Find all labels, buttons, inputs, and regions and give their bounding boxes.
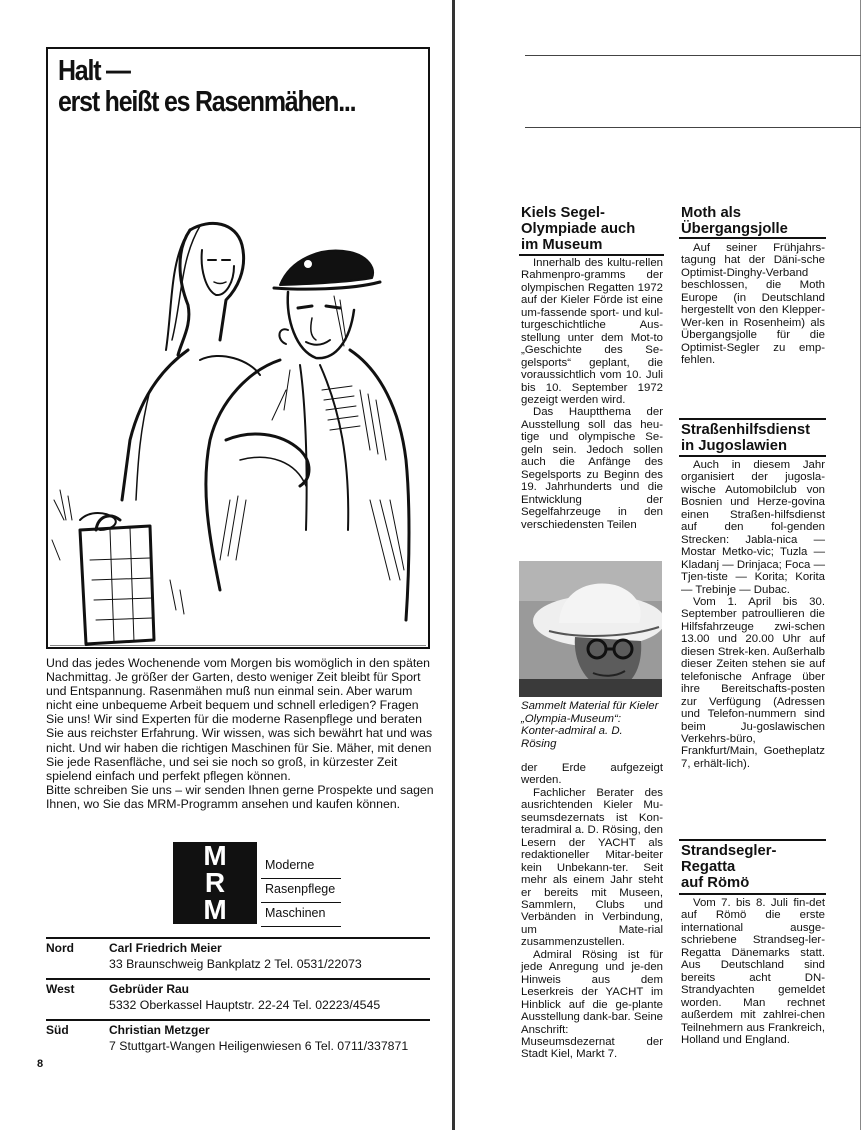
ad-headline-line-1: Halt — xyxy=(58,55,130,87)
article-paragraph: Das Hauptthema der Ausstellung soll das heu-tige und olympische Se-geln sein. Jedoch sollen auch die Anfänge des Segelsports zu Beginn des 19. Jahrhunderts und die Entwicklung der Segelfahrzeuge in den verschiedensten Teilen xyxy=(521,406,663,531)
article-title-line: Strandsegler- xyxy=(681,843,777,859)
article-title-line: Regatta xyxy=(681,859,736,875)
article-paragraph: Vom 7. bis 8. Juli fin-det auf Römö die erste international ausge-schriebene Strandseg-ler-Regatta Dänemarks statt. Aus Deutschland sind bereits acht DN-Strandyachten gemeldet worden. Man rechnet außerdem mit zahlrei-chen Teilnehmern aus Frankreich, Holland und England. xyxy=(681,897,825,1046)
article-title-rule xyxy=(679,893,826,895)
mrm-divider xyxy=(261,878,341,879)
mrm-word-maschinen: Maschinen xyxy=(265,906,326,920)
article-title-line: im Museum xyxy=(521,237,603,253)
article-title-line: in Jugoslawien xyxy=(681,438,788,454)
ad-paragraph: Und das jedes Wochenende vom Morgen bis womöglich in den späten Nachmittag. Je größer der Garten, desto weniger Zeit bleibt für Sport und Entspannung. Rasenmähen muß nun einmal sein. Aber warum nicht eine unbequeme Arbeit bequem und schnell erledigen? Fragen Sie uns! Wir sind Experten für die moderne Rasenpflege und beraten Sie aus reichster Erfahrung. Wir wissen, was sich bewährt hat und was nicht. Und wir haben die richtigen Maschinen für Sie. Mäher, mit denen Sie jede Rasenfläche, und sei sie noch so groß, in kürzester Zeit spielend einfach und perfekt pflegen können. xyxy=(46,656,433,783)
article-moth-title xyxy=(681,205,826,237)
article-kiels-body-bottom xyxy=(521,762,663,1061)
article-paragraph: der Erde aufgezeigt werden. xyxy=(521,762,663,787)
dealer-divider xyxy=(46,978,430,980)
article-top-rule xyxy=(679,418,826,420)
dealer-divider xyxy=(46,1019,430,1021)
article-title-line: Übergangsjolle xyxy=(681,221,788,237)
article-kiels-body-top xyxy=(521,257,663,531)
mrm-logo-letter: R xyxy=(204,867,226,898)
article-paragraph: Auch in diesem Jahr organisiert der jugosla-wische Automobilclub von Bosnien und Herze-govina einen Straßen-hilfsdienst auf den fol-genden Strecken: Jabla-nica — Mostar Metko-vic; Tuzla — Kladanj — Drinjaca; Foca — Tjen-tiste — Korita; Korita — Trebinje — Dubac. xyxy=(681,459,825,596)
article-moth-body xyxy=(681,242,825,367)
article-title-rule xyxy=(679,237,826,239)
page-number: 8 xyxy=(37,1058,44,1070)
article-strandsegler-body xyxy=(681,897,825,1046)
mrm-divider xyxy=(261,926,341,927)
mrm-word-moderne: Moderne xyxy=(265,858,315,872)
article-strassen-title xyxy=(681,422,828,454)
mrm-logo xyxy=(173,842,257,924)
article-paragraph: Vom 1. April bis 30. September patroullieren die Hilfsfahrzeuge zwi-schen 13.00 und 20.00 Uhr auf diesen Strek-ken. Außerhalb dieser Zeiten stehen sie auf telefonische Anfrage über ihre Bereitschafts-posten zur Verfügung (Adressen und Telefon-nummern sind beim Ju-goslawischen Verkehrs-büro, Frankfurt/Main, Goetheplatz 7, erhält-lich). xyxy=(681,595,825,770)
article-top-rule xyxy=(679,839,826,841)
photo-caption: Sammelt Material für Kieler „Olympia-Museum“: Konter-admiral a. D. Rösing xyxy=(521,700,659,750)
article-strassen-body xyxy=(681,459,825,770)
dealer-name: Carl Friedrich Meier xyxy=(109,941,222,955)
article-paragraph: Innerhalb des kultu-rellen Rahmenpro-gramms der olympischen Regatten 1972 auf der Kieler Förde ist eine um-fassende sport- und kul-turgeschichtliche Aus-stellung unter dem Mot-to „Geschichte des Se-gelsports“ geplant, die voraussichtlich vom 10. Juli bis 10. September 1972 gezeigt werden wird. xyxy=(521,257,663,406)
ad-paragraph: Bitte schreiben Sie uns – wir senden Ihnen gerne Prospekte und sagen Ihnen, wo Sie das MRM-Programm ansehen und kaufen können. xyxy=(46,782,434,811)
article-title-line: Kiels Segel- xyxy=(521,205,605,221)
ad-headline xyxy=(58,56,355,118)
article-title-line: Olympiade auch xyxy=(521,221,636,237)
dealer-region: West xyxy=(46,982,75,996)
article-paragraph: Admiral Rösing ist für jede Anregung und je-den Hinweis aus dem Leserkreis der YACHT im Hinblick auf die ge-plante Ausstellung dank-bar. Seine Anschrift: Museumsdezernat der Stadt Kiel, Markt 7. xyxy=(521,948,663,1061)
mrm-word-rasenpflege: Rasenpflege xyxy=(265,882,336,896)
dealer-region: Nord xyxy=(46,941,74,955)
dealer-name: Gebrüder Rau xyxy=(109,982,190,996)
mrm-logo-letter: M xyxy=(203,894,227,925)
article-title-line: Moth als xyxy=(681,205,742,221)
ad-headline-line-2: erst heißt es Rasenmähen... xyxy=(58,86,356,118)
rosing-photo xyxy=(519,561,662,697)
article-title-rule xyxy=(679,455,826,457)
article-title-line: Straßenhilfsdienst xyxy=(681,422,811,438)
dealer-divider xyxy=(46,937,430,939)
ad-body-text xyxy=(46,656,434,811)
page-edge xyxy=(860,0,861,1130)
article-strandsegler-title xyxy=(681,843,826,891)
article-kiels-title xyxy=(521,205,664,253)
dealer-address: 7 Stuttgart-Wangen Heiligenwiesen 6 Tel. 0711/337871 xyxy=(109,1039,409,1053)
mrm-logo-letter: M xyxy=(203,840,227,871)
top-rule xyxy=(525,55,861,56)
article-title-line: auf Römö xyxy=(681,875,750,891)
article-paragraph: Auf seiner Frühjahrs-tagung hat der Däni-sche Optimist-Dinghy-Verband beschlossen, die Moth Europe (in Deutschland hergestellt von den Klepper-Wer-ken in Rosenheim) als Übergangsjolle für die Optimist-Segler zu emp-fehlen. xyxy=(681,242,825,367)
top-rule xyxy=(525,127,861,128)
mrm-divider xyxy=(261,902,341,903)
dealer-address: 33 Braunschweig Bankplatz 2 Tel. 0531/22073 xyxy=(109,957,362,971)
dealer-address: 5332 Oberkassel Hauptstr. 22-24 Tel. 02223/4545 xyxy=(109,998,381,1012)
page-gutter xyxy=(452,0,455,1130)
article-title-rule xyxy=(519,254,664,256)
dealer-region: Süd xyxy=(46,1023,69,1037)
dealer-name: Christian Metzger xyxy=(109,1023,210,1037)
ad-illustration xyxy=(50,200,426,646)
article-paragraph: Fachlicher Berater des ausrichtenden Kieler Mu-seumsdezernats ist Kon-teradmiral a. D. Rösing, den Lesern der YACHT als redaktioneller Mitar-beiter kein Unbekann-ter. Seit mehr als einem Jahr steht er bereits mit Museen, Sammlern, Clubs und Verbänden in Verbindung, um Mate-rial zusammenzustellen. xyxy=(521,786,663,949)
